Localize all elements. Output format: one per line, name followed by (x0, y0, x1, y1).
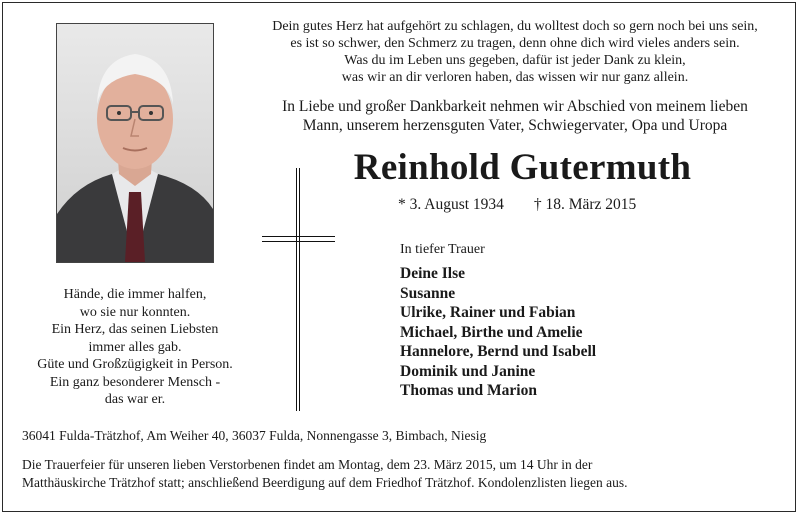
farewell-intro (230, 97, 800, 135)
cross-horizontal-bar (262, 236, 335, 242)
notice-line: Die Trauerfeier für unseren lieben Verstorbenen findet am Montag, dem 23. März 2015, um 14 Uhr in der (22, 457, 593, 472)
family-member: Thomas und Marion (400, 382, 537, 399)
mourning-label: In tiefer Trauer (400, 242, 485, 257)
family-address: 36041 Fulda-Trätzhof, Am Weiher 40, 36037 Fulda, Nonnengasse 3, Bimbach, Niesig (22, 428, 487, 443)
family-member: Susanne (400, 284, 456, 302)
poem-left-line: Hände, die immer halfen, (63, 287, 207, 302)
funeral-notice (22, 456, 782, 492)
family-member: Dominik und Janine (400, 362, 536, 380)
intro-line: In Liebe und großer Dankbarkeit nehmen wir Abschied von meinem lieben (282, 98, 748, 115)
poem-left (30, 286, 240, 409)
poem-left-line: Ein ganz besonderer Mensch - (49, 374, 221, 390)
poem-top-line: es ist so schwer, den Schmerz zu tragen, denn ohne dich wird vieles anders sein. (290, 36, 740, 51)
intro-line: Mann, unserem herzensguten Vater, Schwiegervater, Opa und Uropa (302, 117, 728, 134)
poem-left-line: Ein Herz, das seinen Liebsten (51, 322, 219, 337)
family-member: Michael, Birthe und Amelie (400, 323, 583, 341)
family-member: Hannelore, Bernd und Isabell (400, 343, 597, 360)
family-list (400, 264, 596, 401)
deceased-name: Reinhold Gutermuth (353, 147, 692, 188)
cross-vertical-bar (296, 168, 300, 411)
poem-top-line: was wir an dir verloren haben, das wissen wir nur ganz allein. (341, 70, 689, 85)
poem-left-line: das war er. (104, 392, 166, 407)
family-member: Deine Ilse (400, 265, 466, 282)
portrait-photo (56, 23, 214, 263)
poem-left-line: wo sie nur konnten. (79, 304, 191, 320)
life-dates (398, 196, 636, 214)
poem-left-line: Güte und Großzügigkeit in Person. (37, 357, 233, 372)
poem-top-line: Dein gutes Herz hat aufgehört zu schlagen, du wolltest doch so gern noch bei uns sein, (272, 19, 758, 34)
notice-line: Matthäuskirche Trätzhof statt; anschließend Beerdigung auf dem Friedhof Trätzhof. Kondolenzlisten liegen aus. (22, 475, 628, 490)
poem-top (230, 18, 800, 86)
family-member: Ulrike, Rainer und Fabian (400, 304, 576, 321)
birth-date: * 3. August 1934 (398, 196, 504, 213)
death-date: † 18. März 2015 (533, 196, 637, 213)
poem-left-line: immer alles gab. (88, 339, 182, 355)
poem-top-line: Was du im Leben uns gegeben, dafür ist jeder Dank zu klein, (344, 53, 686, 68)
